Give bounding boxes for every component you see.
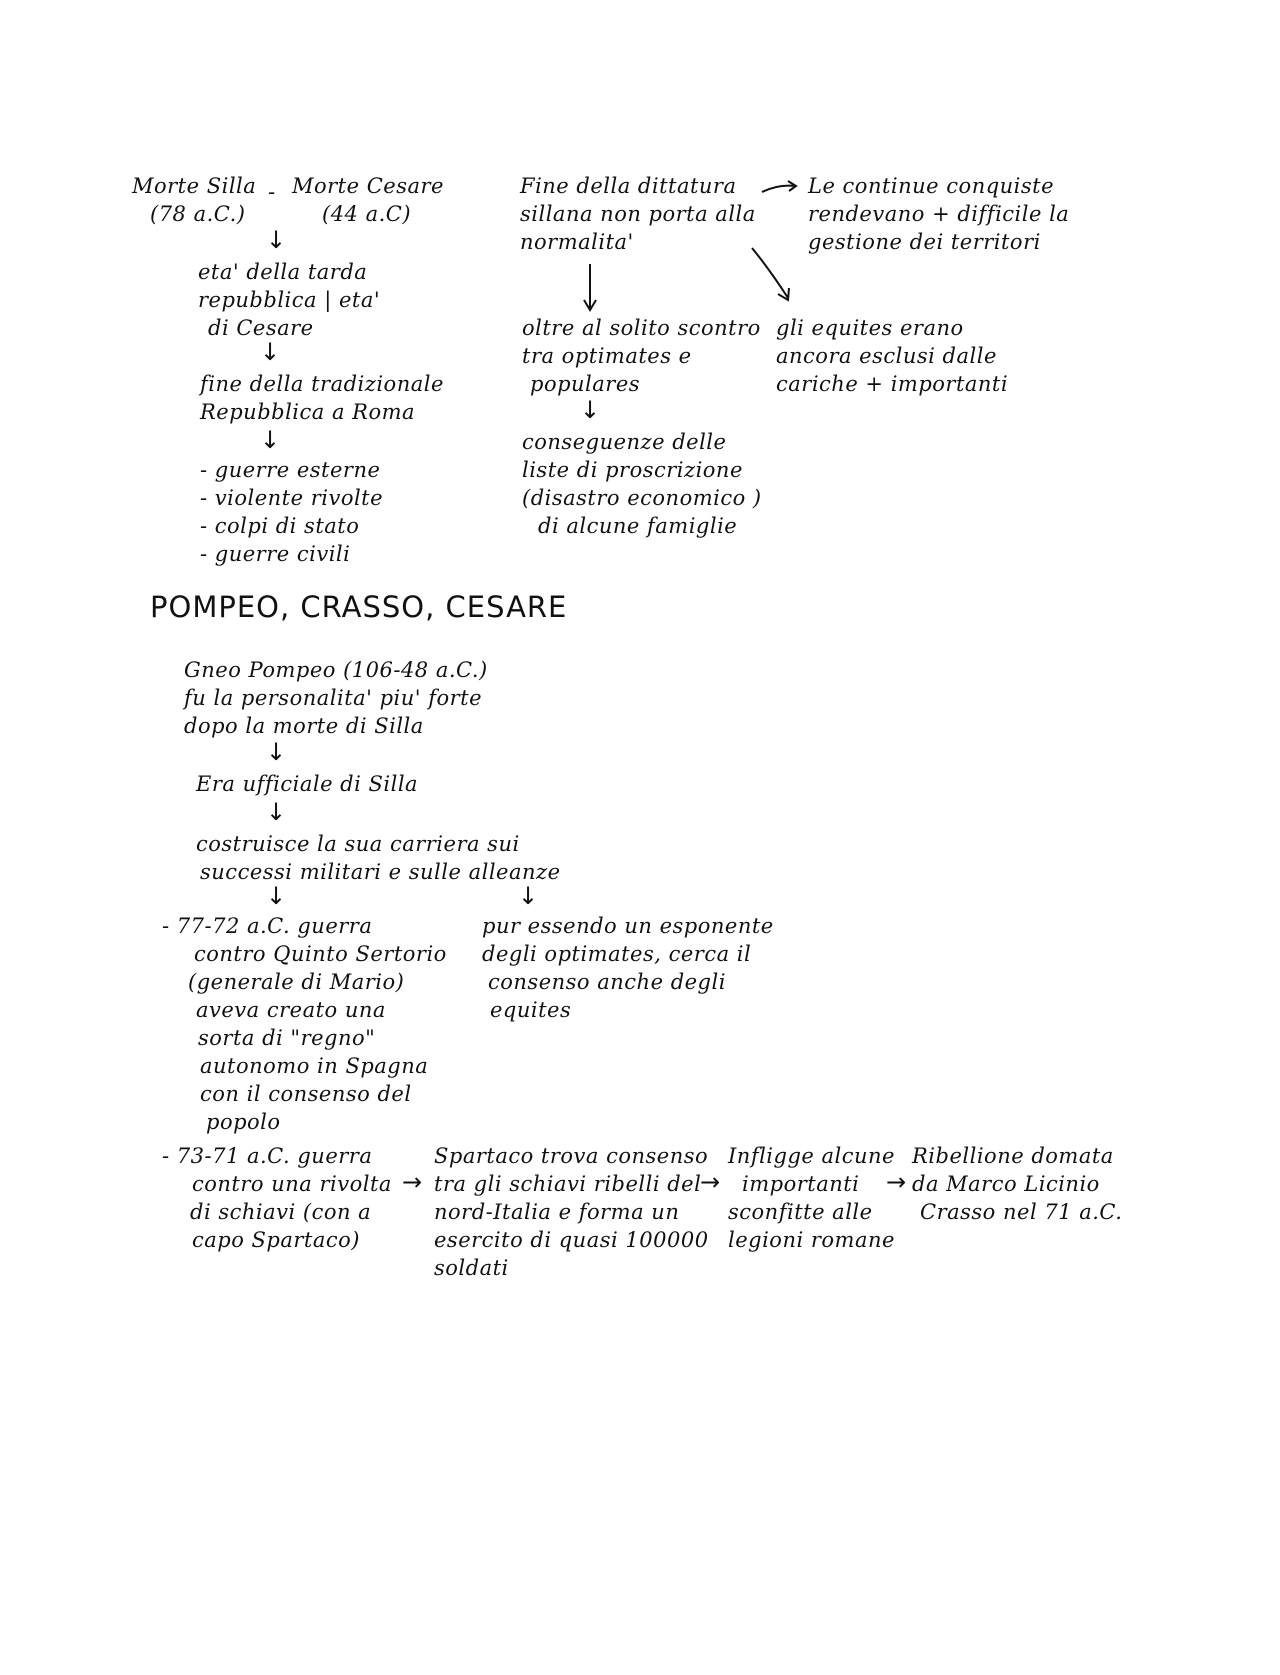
arrow-right-icon: → [700, 1168, 721, 1196]
fine-dittatura: Fine della dittatura sillana non porta alla normalita' [520, 174, 756, 254]
arrow-down-icon: ↓ [266, 798, 287, 826]
list-item: - violente rivolte [200, 486, 384, 510]
separator-dash: - [268, 180, 276, 204]
scontro-optimates: oltre al solito scontro tra optimates e populares [522, 316, 761, 396]
equites-esclusi: gli equites erano ancora esclusi dalle cariche + importanti [776, 316, 1009, 396]
morte-cesare: Morte Cesare (44 a.C) [292, 174, 444, 226]
arrow-down-icon: ↓ [580, 396, 601, 424]
ufficiale-silla: Era ufficiale di Silla [196, 772, 419, 796]
arrow-right-icon: → [886, 1168, 907, 1196]
arrow-down-icon: ↓ [266, 738, 287, 766]
effetti-list [200, 456, 383, 568]
arrow-down-icon: ↓ [518, 882, 539, 910]
guerra-sertorio: - 77-72 a.C. guerra contro Quinto Sertorio (generale di Mario) aveva creato una sorta di "regno" autonomo in Spagna con il consenso del popolo [162, 914, 447, 1134]
ribellione-domata: Ribellione domata da Marco Licinio Crasso nel 71 a.C. [912, 1144, 1123, 1224]
morte-silla: Morte Silla (78 a.C.) [132, 174, 257, 226]
arrow-right-icon: → [402, 1168, 423, 1196]
carriera: costruisce la sua carriera sui successi militari e sulle alleanze [196, 832, 561, 884]
conquiste: Le continue conquiste rendevano + difficile la gestione dei territori [808, 174, 1070, 254]
arrow-down-icon: ↓ [266, 226, 287, 254]
liste-proscrizione: conseguenze delle liste di proscrizione (disastro economico ) di alcune famiglie [522, 430, 762, 538]
spartaco-consenso: Spartaco trova consenso tra gli schiavi ribelli del nord-Italia e forma un esercito di quasi 100000 soldati [434, 1144, 709, 1280]
section-title: POMPEO, CRASSO, CESARE [150, 590, 568, 624]
list-item: - colpi di stato [200, 514, 360, 538]
arrow-diagonal-icon [748, 246, 796, 306]
arrow-down-icon: ↓ [266, 882, 287, 910]
esponente-optimates: pur essendo un esponente degli optimates, cerca il consenso anche degli equites [482, 914, 774, 1022]
guerra-schiavi: - 73-71 a.C. guerra contro una rivolta di schiavi (con a capo Spartaco) [162, 1144, 392, 1252]
eta-tarda-repubblica: eta' della tarda repubblica | eta' di Cesare [198, 260, 381, 340]
pompeo-intro: Gneo Pompeo (106-48 a.C.) fu la personalita' piu' forte dopo la morte di Silla [184, 658, 488, 738]
list-item: - guerre esterne [200, 458, 381, 482]
sconfitte-legioni: Infligge alcune importanti sconfitte alle legioni romane [728, 1144, 895, 1252]
arrow-down-icon: ↓ [260, 426, 281, 454]
arrow-right-icon [760, 178, 800, 198]
arrow-down-icon: ↓ [260, 338, 281, 366]
list-item: - guerre civili [200, 542, 351, 566]
arrow-down-icon [580, 262, 600, 314]
fine-repubblica: fine della tradizionale Repubblica a Roma [200, 372, 444, 424]
